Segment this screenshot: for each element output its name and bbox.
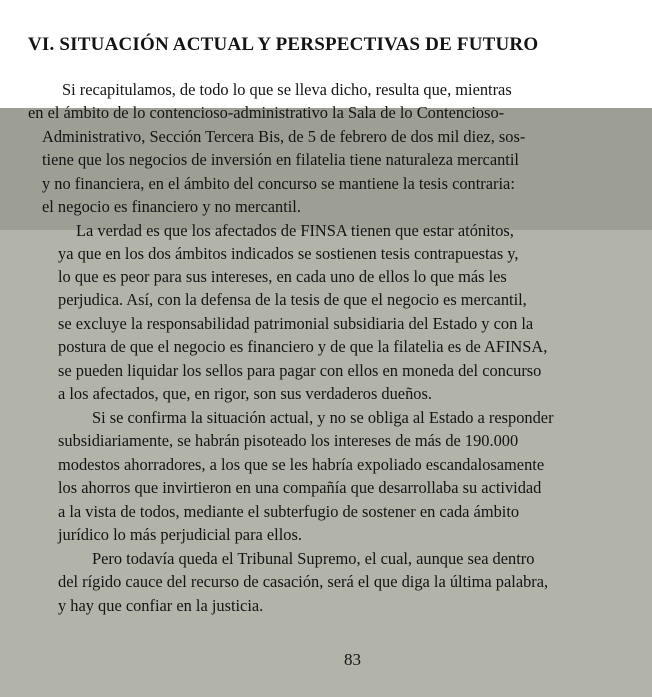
text-line: jurídico lo más perjudicial para ellos. [58, 525, 302, 544]
text-line: del rígido cauce del recurso de casación, será el que diga la última palabra, [58, 572, 549, 591]
text-line: se excluye la responsabilidad patrimonial subsidiaria del Estado y con la [58, 314, 534, 333]
page-number: 83 [344, 650, 361, 669]
text-line: postura de que el negocio es financiero y de que la filatelia es de AFINSA, [58, 337, 548, 356]
text-line: los ahorros que invirtieron en una compañía que desarrollaba su actividad [58, 478, 542, 497]
section-heading: VI. SITUACIÓN ACTUAL Y PERSPECTIVAS DE FUTURO [28, 34, 539, 55]
text-line: Si se confirma la situación actual, y no se obliga al Estado a responder [92, 408, 554, 427]
text-line: se pueden liquidar los sellos para pagar con ellos en moneda del concurso [58, 361, 542, 380]
text-line: y hay que confiar en la justicia. [58, 596, 264, 615]
text-line: el negocio es financiero y no mercantil. [42, 197, 301, 216]
text-line: lo que es peor para sus intereses, en cada uno de ellos lo que más les [58, 267, 507, 286]
text-line: perjudica. Así, con la defensa de la tesis de que el negocio es mercantil, [58, 290, 527, 309]
text-line: Administrativo, Sección Tercera Bis, de 5 de febrero de dos mil diez, sos- [42, 127, 526, 146]
text-line: tiene que los negocios de inversión en filatelia tiene naturaleza mercantil [42, 150, 519, 169]
text-line: La verdad es que los afectados de FINSA tienen que estar atónitos, [76, 221, 514, 240]
text-line: Pero todavía queda el Tribunal Supremo, el cual, aunque sea dentro [92, 549, 535, 568]
text-line: a la vista de todos, mediante el subterfugio de sostener en cada ámbito [58, 502, 520, 521]
text-line: y no financiera, en el ámbito del concurso se mantiene la tesis contraria: [42, 174, 515, 193]
text-line: modestos ahorradores, a los que se les habría expoliado escandalosamente [58, 455, 545, 474]
text-line: subsidiariamente, se habrán pisoteado los intereses de más de 190.000 [58, 431, 519, 450]
text-line: Si recapitulamos, de todo lo que se lleva dicho, resulta que, mientras [62, 80, 512, 99]
text-line: en el ámbito de lo contencioso-administrativo la Sala de lo Contencioso- [28, 103, 505, 122]
text-line: a los afectados, que, en rigor, son sus verdaderos dueños. [58, 384, 432, 403]
text-line: ya que en los dos ámbitos indicados se sostienen tesis contrapuestas y, [58, 244, 519, 263]
